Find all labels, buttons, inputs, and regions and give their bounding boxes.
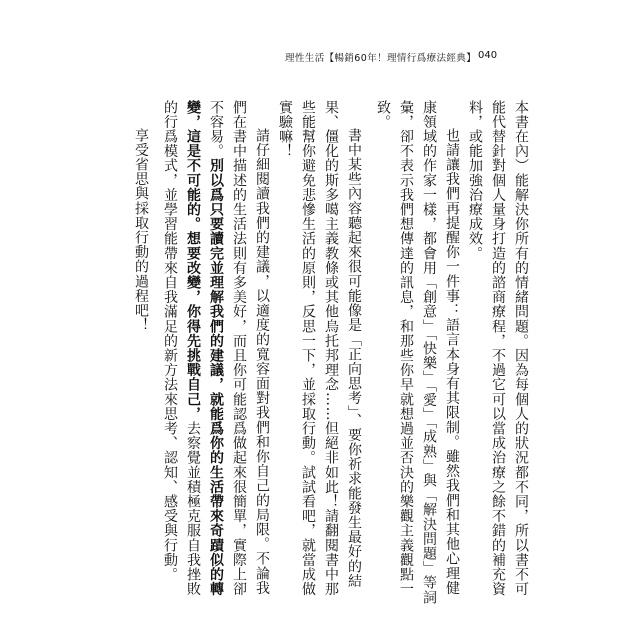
paragraph-4-tail: 去察覺並積極克服自我挫敗的行爲模式，並學習能帶來自我滿足的新方法來思考、認知、感受與行動。 <box>162 100 201 597</box>
body-text <box>92 100 532 605</box>
paragraph-4-text: 請仔細閱讀我們的建議，以適度的寬容面對我們和你自己的局限。不論我們在書中描述的生活法則有多美好，而且你可能認爲做起來很簡單，實際上卻不容易。 <box>208 100 270 597</box>
paragraph-4 <box>158 100 273 605</box>
running-title: 理性生活【暢銷60年！理情行爲療法經典】 <box>285 53 477 64</box>
bold-emphasis-2: 想要改變，你得先挑戰自己， <box>185 231 201 422</box>
paragraph-2: 也請讓我們再提醒你一件事：語言本身有其限制。雖然我們和其他心理健康領域的作家一樣，都會用「創意」「快樂」「愛」「成熟」與「解決問題」等詞彙，卻不表示我們想傳達的訊息，和那些你早就想過並否決的樂觀主義觀點一致。 <box>375 100 460 605</box>
paragraph-3: 書中某些內容聽起來很可能像是「正向思考」、要你祈求能發生最好的結果、僵化的斯多噶主義教條或其他烏托邦理念……但絕非如此！請翻閱書中那些能幫你避免悲慘生活的原則，反思一下，並採取行動。試試看吧，就當成做實驗嘛！ <box>277 100 362 597</box>
page-number: 040 <box>478 50 498 61</box>
paragraph-1: 本書在內）能解決你所有的情緒問題。因為每個人的狀況都不同，所以書不可能代替針對個人量身打造的諮商療程，不過它可以當成治療之餘不錯的補充資料，或能加強治療成效。 <box>467 100 529 597</box>
bold-emphasis-1: 別以爲只要讀完並理解我們的建議，就能爲你的生活帶來奇蹟似的轉變，這是不可能的。 <box>185 100 224 597</box>
paragraph-5: 享受省思與採取行動的過程吧！ <box>133 128 149 333</box>
